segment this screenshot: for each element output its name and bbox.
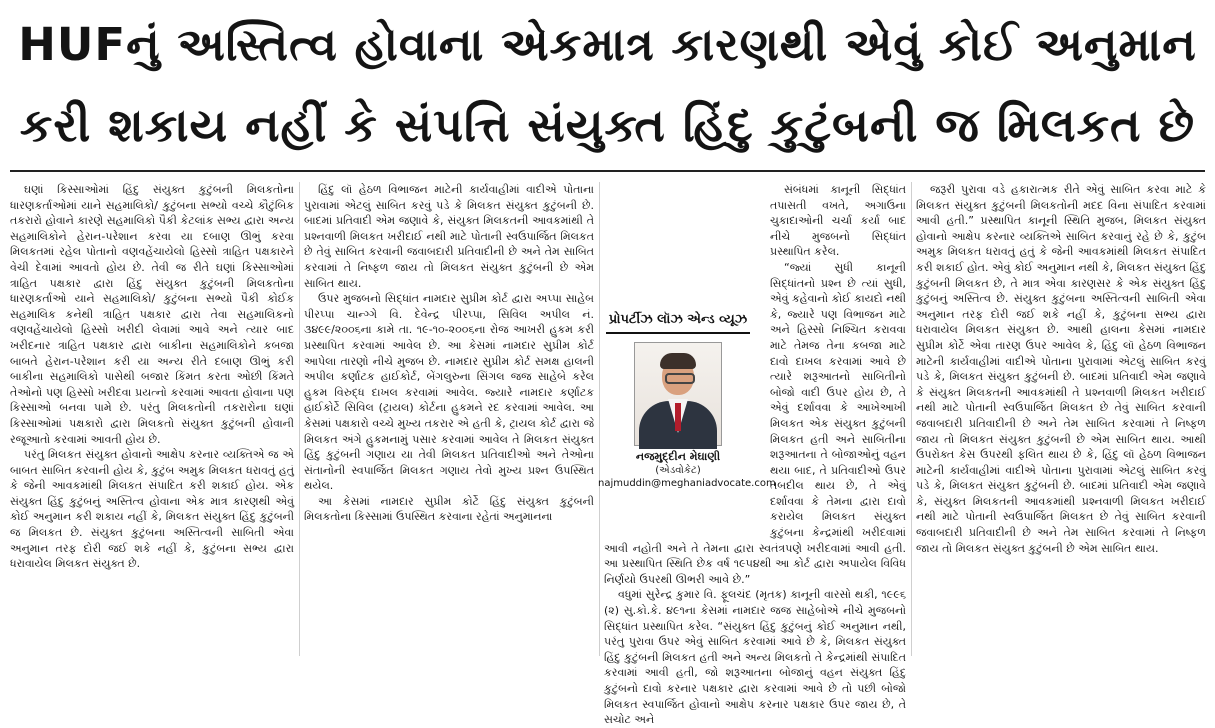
author-name: નજમુદ્દીન મેઘાણી: [635, 450, 721, 463]
paragraph: પરંતુ મિલકત સંયુક્ત હોવાનો આક્ષેપ કરનાર વ્યક્તિએ જ એ બાબત સાબિત કરવાની હોય કે, કુટુંબ અમુક મિલકત ધરાવતું હતું કે જેની આવકમાંથી મિલકત સંપાદિત કરી શકાઈ હોય. એક સંયુક્ત હિંદુ કુટુંબનું અસ્તિત્વ હોવાના એક માત્ર કારણથી એવું કોઈ અનુમાન કરી શકાય નહીં કે, મિલકત સંયુક્ત હિંદુ કુટુંબની જ મિલકત છે. સંયુક્ત કુટુંબના અસ્તિત્વની સાબિતી એવા અનુમાન તરફ દોરી જઈ શકે નહીં કે, કુટુંબના સભ્ય દ્વારા ધરાવાયેલ મિલકત સંયુક્ત છે.: [10, 448, 294, 571]
paragraph: હિંદુ લૉ હેઠળ વિભાજન માટેની કાર્યવાહીમાં વાદીએ પોતાના પુરાવામાં એટલું સાબિત કરવું પડે કે મિલકત સંયુક્ત કુટુંબની છે. બાદમાં પ્રતિવાદી એમ જણાવે કે, સંયુક્ત મિલકતની આવકમાંથી તે પ્રશ્નવાળી મિલકત ખરીદાઈ નથી માટે પોતાની સ્વઉપાર્જિત મિલકત છે તેવું સાબિત કરવાની જવાબદારી પ્રતિવાદીની છે અને તેમ સાબિત કરવામાં તે નિષ્ફળ જાય તો મિલકત સંયુક્ત કુટુંબની છે એમ સાબિત થાય.: [304, 183, 594, 290]
headline-line-2: કરી શકાય નહીં કે સંપત્તિ સંયુક્ત હિંદુ કુટુંબની જ મિલકત છે: [19, 98, 1196, 152]
author-email: najmuddin@meghaniadvocate.com: [598, 478, 776, 489]
paragraph: જરૂરી પુરાવા વડે હકારાત્મક રીતે એવું સાબિત કરવા માટે કે મિલકત સંયુક્ત કુટુંબની મિલકતોની મદદ વિના સંપાદિત કરવામાં આવી હતી.” પ્રસ્થાપિત કાનૂની સ્થિતિ મુજબ, મિલકત સંયુક્ત હોવાનો આક્ષેપ કરનાર વ્યક્તિએ સાબિત કરવાનું રહે છે કે, કુટુંબ અમુક મિલકત ધરાવતું હતું કે જેની આવકમાંથી મિલકત સંપાદિત કરી શકાઈ હોત. એવું કોઈ અનુમાન નથી કે, મિલકત સંયુક્ત હિંદુ કુટુંબની મિલકત છે, તે માત્ર એવા કારણસર કે એક સંયુક્ત હિંદુ કુટુંબનું અસ્તિત્વ છે. સંયુક્ત કુટુંબના અસ્તિત્વની સાબિતી એવા અનુમાન તરફ દોરી જઈ શકે નહીં કે, કુટુંબના સભ્ય દ્વારા ધરાવાયેલ મિલકત સંયુક્ત છે. આથી હાલના કેસમાં નામદાર સુપ્રીમ કોર્ટે એવા તારણ ઉપર આવેલ કે, હિંદુ લૉ હેઠળ વિભાજન માટેની કાર્યવાહીમાં વાદીએ પોતાના પુરાવામાં એટલું સાબિત કરવું પડે કે, મિલકત સંયુક્ત કુટુંબની છે. બાદમાં પ્રતિવાદી એમ જણાવે કે સંયુક્ત મિલકતની આવકમાંથી તે પ્રશ્નવાળી મિલકત ખરીદાઈ નથી માટે પોતાની સ્વઉપાર્જિત મિલકત છે તેવું સાબિત કરવાની જવાબદારી પ્રતિવાદીની છે અને તેમ સાબિત કરવામાં તે નિષ્ફળ જાય તો મિલકત સંયુક્ત કુટુંબની છે એમ સાબિત થાય. આથી ઉપરોક્ત કેસ ઉપરથી ફલિત થાય છે કે, હિંદુ લૉ હેઠળ વિભાજન માટેની કાર્યવાહીમાં વાદીએ પોતાના પુરાવામાં એટલું સાબિત કરવું પડે કે, મિલકત સંયુક્ત કુટુંબની છે. બાદમાં પ્રતિવાદી એમ જણાવે કે, સંયુક્ત મિલકતની આવકમાંથી પ્રશ્નવાળી મિલકત ખરીદાઈ નથી માટે પોતાની સ્વઉપાર્જિત મિલકત છે તેવું સાબિત કરવાની જવાબદારી પ્રતિવાદીની છે અને તેમ સાબિત કરવામાં તે નિષ્ફળ જાય તો મિલકત સંયુક્ત કુટુંબની છે એમ સાબિત થાય.: [916, 183, 1206, 555]
headline-line-1: HUFનું અસ્તિત્વ હોવાના એકમાત્ર કારણથી એવું કોઈ અનુમાન: [18, 18, 1197, 71]
author-role: (એડવોકેટ): [655, 465, 701, 476]
columnist-box: [598, 312, 776, 532]
paragraph: “જ્યાં સુધી કાનૂની સિદ્ધાંતનો પ્રશ્ન છે ત્યાં સુધી, એવું કહેવાનો કોઈ કાયદો નથી કે, જ્યારે પણ વિભાજન માટે અને હિસ્સો નિશ્ચિત કરાવવા માટે તેમજ તેના કબજા માટે દાવો દાખલ કરવામાં આવે છે ત્યારે શરૂઆતનો સાબિતીનો બોજો વાદી ઉપર હોય છે, તે એવું દર્શાવવા કે આખેઆખી મિલકત એક સંયુક્ત કુટુંબની મિલકત હતી અને સાબિતીના શરૂઆતના તે બોજાઓનું વહન થયા બાદ, તે પ્રતિવાદીઓ ઉપર તબદીલ થાય છે, તે એવું દર્શાવવા કે તેમના દ્વારા દાવો કરાયેલ મિલકત સંયુક્ત કુટુંબના કેન્દ્રમાંથી ખરીદવામાં આવી નહોતી અને તે તેમના દ્વારા સ્વતંત્રપણે ખરીદવામાં આવી હતી. આ પ્રસ્થાપિત સ્થિતિ છેક વર્ષ ૧૯૫૪થી આ કોર્ટ દ્વારા અપાયેલ વિવિધ નિર્ણયો ઉપરથી ઊભરી આવે છે.”: [604, 260, 906, 586]
headline-divider: [10, 170, 1205, 172]
column-title: પ્રોપર્ટીઝ લૉઝ એન્ડ વ્યૂઝ: [606, 312, 750, 334]
article-column-3: [598, 182, 906, 727]
column-divider: [299, 182, 300, 656]
author-photo: [634, 342, 722, 446]
paragraph: આ કેસમાં નામદાર સુપ્રીમ કોર્ટે હિંદુ સંયુક્ત કુટુંબની મિલકતોના કિસ્સામાં ઉપસ્થિત કરવાના રહેતાં અનુમાનના: [304, 494, 594, 524]
article-column-2: [304, 182, 594, 658]
article-column-1: [10, 182, 294, 658]
article-column-4: [916, 182, 1206, 658]
paragraph: વધુમાં સુરેન્દ્ર કુમાર વિ. ફૂલચંદ (મૃતક) કાનૂની વારસો થકી, ૧૯૯૬ (૨) સુ.કો.કે. ૪૯૧ના કેસમાં નામદાર જજ સાહેબોએ નીચે મુજબનો સિદ્ધાંત પ્રસ્થાપિત કરેલ. “સંયુક્ત હિંદુ કુટુંબનું કોઈ અનુમાન નથી, પરંતુ પુરાવા ઉપર એવું સાબિત કરવામાં આવે છે કે, મિલકત સંયુક્ત હિંદુ કુટુંબની મિલકત હતી અને અન્ય મિલકતો તે કેન્દ્રમાંથી સંપાદિત કરવામાં આવી હતી, જો શરૂઆતના બોજાનું વહન સંયુક્ત હિંદુ કુટુંબનો દાવો કરનાર પક્ષકાર દ્વારા કરવામાં આવે છે તો પછી બોજો મિલકત સ્વપાર્જિત હોવાનો આક્ષેપ કરનાર પક્ષકાર ઉપર જાય છે, તે સચોટ અને: [604, 588, 906, 727]
paragraph: સંબંધમાં કાનૂની સિદ્ધાંત તપાસતી વખતે, અગાઉના ચુકાદાઓની ચર્ચા કર્યા બાદ નીચે મુજબનો સિદ્ધાંત પ્રસ્થાપિત કરેલ.: [770, 183, 906, 259]
paragraph: ઘણાં કિસ્સાઓમાં હિંદુ સંયુક્ત કુટુંબની મિલકતોના ધારણકર્તાઓમાં યાને સહમાલિકો/ કુટુંબના સભ્યો વચ્ચે કૌટુંબિક તકરારો હોવાને કારણે સહમાલિકો પૈકી કેટલાંક સભ્ય દ્વારા અન્ય સહમાલિકોને હેરાન-પરેશાન કરવા યા દબાણ ઊભું કરવા મિલકતમાં રહેલ પોતાનો વણવહેંચાયેલો હિસ્સો ત્રાહિત પક્ષકારને વેચી દેવામાં આવતો હોય છે. તેવી જ રીતે ઘણાં કિસ્સાઓમાં ત્રાહિત પક્ષકાર દ્વારા હિંદુ સંયુક્ત કુટુંબની મિલકતોના ધારણકર્તાઓ યાને સહમાલિકો/ કુટુંબના સભ્યો પૈકી કોઈક સહમાલિક કનેથી ત્રાહિત પક્ષકાર દ્વારા તેવા સહમાલિકનો વણવહેંચાયેલો હિસ્સો ખરીદી લેવામાં આવે અને ત્યાર બાદ ખરીદનાર ત્રાહિત પક્ષકાર દ્વારા બાકીના સહમાલિકોને કબજા બાબતે હેરાન-પરેશાન કરી યા અન્ય રીતે દબાણ ઊભું કરી બાકીના સહમાલિકો પાસેથી બજાર કિંમત કરતા ઓછી કિંમતે તેઓનો પણ હિસ્સો ખરીદવા પ્રયત્નો કરવામાં આવતા હોવાના પણ કિસ્સાઓ બનવા પામે છે. પરંતુ મિલકતોની તકરારોના ઘણાં કિસ્સાઓમાં પક્ષકારો દ્વારા મિલકતો સંયુક્ત કુટુંબની હોવાની રજૂઆતો કરવામાં આવતી હોય છે.: [10, 183, 294, 446]
paragraph: ઉપર મુજબનો સિદ્ધાંત નામદાર સુપ્રીમ કોર્ટ દ્વારા અપ્પા સાહેબ પીરપ્પા ચાન્ગ્ગે વિ. દેવેન્દ્ર પીરપ્પા, સિવિલ અપીલ નં. ૩૪૯૯/૨૦૦૬ના કામે તા. ૧૯-૧૦-૨૦૦૬ના રોજ આખરી હુકમ કરી પ્રસ્થાપિત કરવામાં આવેલ છે. આ કેસમાં નામદાર સુપ્રીમ કોર્ટ આપેલા તારણો નીચે મુજબ છે. નામદાર સુપ્રીમ કોર્ટ સમક્ષ હાલની અપીલ કર્ણાટક હાઈકોર્ટ, બેંગલુરુના સિંગલ જજ સાહેબે કરેલ હુકમ વિરુદ્ધ દાખલ કરવામાં આવેલ. જ્યારે નામદાર કર્ણાટક હાઈકોર્ટે સિવિલ (ટ્રાયલ) કોર્ટના હુકમને રદ કરવામાં આવેલ. આ કેસમાં પક્ષકારો વચ્ચે મુખ્ય તકરાર એ હતી કે, ટ્રાયલ કોર્ટ દ્વારા જે મિલકત અંગે હુકમનામું પસાર કરવામાં આવેલ તે મિલકત સંયુક્ત હિંદુ કુટુંબની ગણાય યા તેવી મિલકત પ્રતિવાદીઓ અને તેઓના સંતાનોની સ્વપાર્જિત મિલકત ગણાય તેવો મુખ્ય પ્રશ્ન ઉપસ્થિત થયેલ.: [304, 292, 594, 493]
column-divider: [911, 182, 912, 656]
